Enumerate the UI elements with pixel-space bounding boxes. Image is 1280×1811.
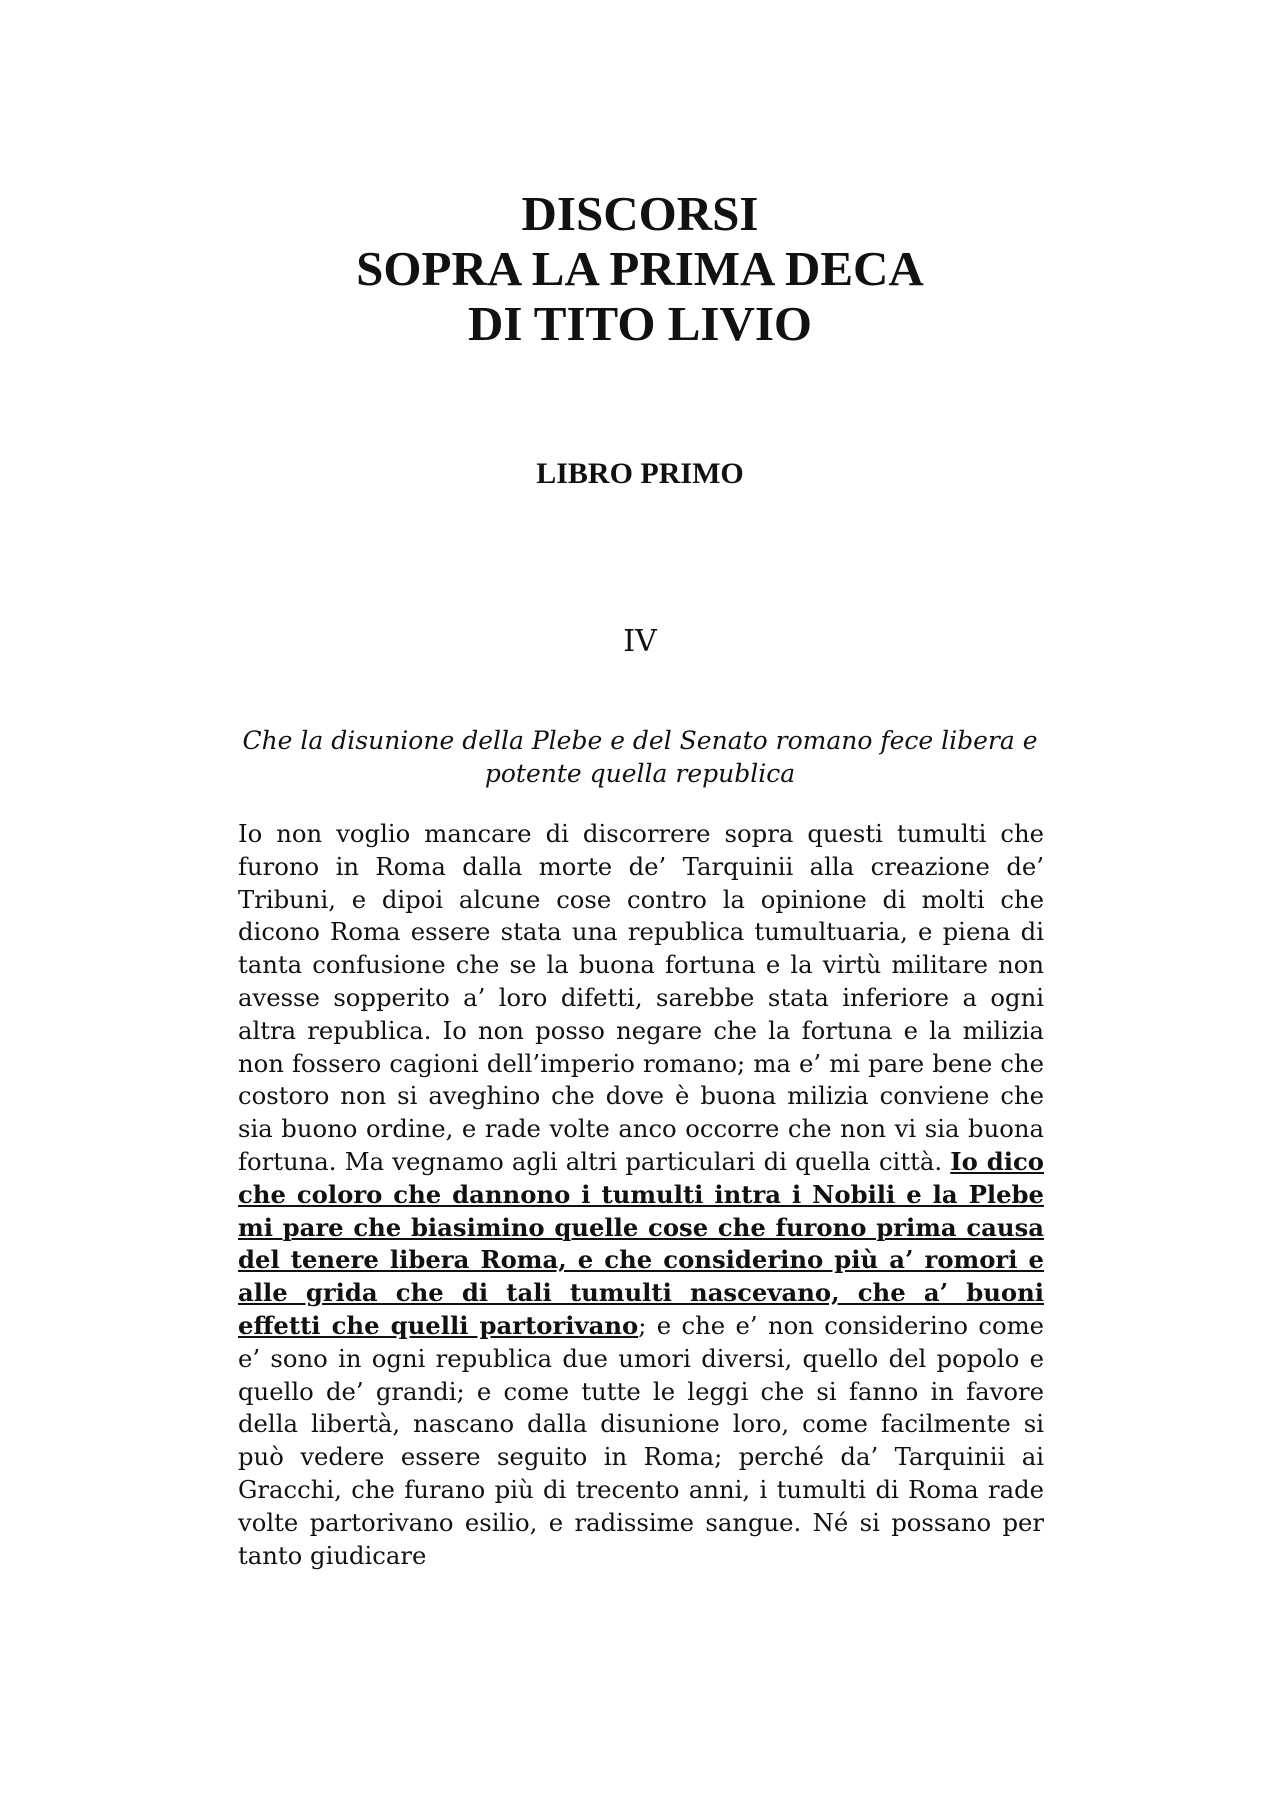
work-title	[0, 186, 1280, 351]
chapter-number: IV	[623, 624, 657, 659]
book-heading: LIBRO PRIMO	[536, 457, 744, 490]
body-text-continuation: ; e che e’ non considerino come e’ sono in ogni republica due umori diversi, quello del popolo e quello de’ grandi; e come tutte le leggi che si fanno in favore della libertà, nascano dalla disunione loro, come facilmente si può vedere essere seguito in Roma; perché da’ Tarquinii ai Gracchi, che furano più di trecento anni, i tumulti di Roma rade volte partorivano esilio, e radissime sangue. Né si possano per tanto giudicare	[238, 1310, 1045, 1570]
title-line-2: SOPRA LA PRIMA DECA	[356, 241, 924, 296]
title-line-1: DISCORSI	[521, 186, 759, 241]
body-text-intro: Io non voglio mancare di discorrere sopra questi tumulti che furono in Roma dalla morte de’ Tarquinii alla creazione de’ Tribuni, e dipoi alcune cose contro la opinione di molti che dicono Roma essere stata una republica tumultuaria, e piena di tanta confusione che se la buona fortuna e la virtù militare non avesse sopperito a’ loro difetti, sarebbe stata inferiore a ogni altra republica. Io non posso negare che la fortuna e la milizia non fossero cagioni dell’imperio romano; ma e’ mi pare bene che costoro non si aveghino che dove è buona milizia conviene che sia buono ordine, e rade volte anco occorre che non vi sia buona fortuna. Ma vegnamo agli altri particulari di quella città.	[238, 819, 1044, 1176]
body-paragraph	[238, 818, 1044, 1572]
body-text-emphasis: Io dico che coloro che dannono i tumulti intra i Nobili e la Plebe mi pare che biasimino quelle cose che furono prima causa del tenere libera Roma, e che considerino più a’ romori e alle grida che di tali tumulti nascevano, che a’ buoni effetti che quelli partorivano	[238, 1146, 1044, 1340]
chapter-title: Che la disunione della Plebe e del Senato romano fece libera e potente quella republica	[242, 726, 1038, 788]
title-line-3: DI TITO LIVIO	[467, 296, 813, 351]
